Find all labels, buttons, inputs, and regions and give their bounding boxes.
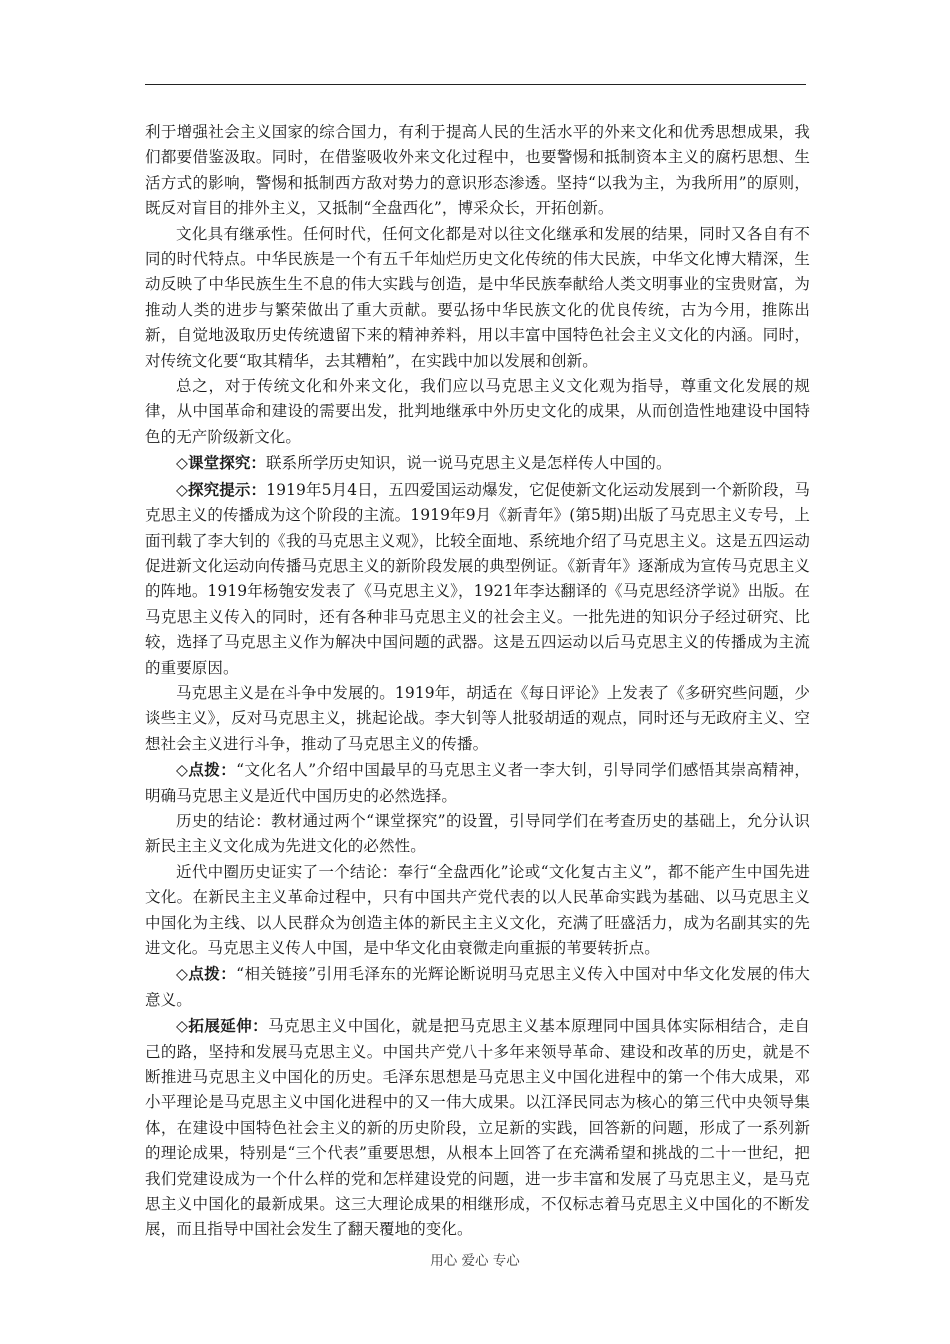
inquiry-hint-paragraph: [145, 477, 810, 681]
paragraph: 历史的结论：教材通过两个“课堂探究”的设置，引导同学们在考查历史的基础上，允分认识新民主主义文化成为先进文化的必然性。: [145, 811, 810, 856]
paragraph: 总之，对于传统文化和外来文化，我们应以马克思主义文化观为指导，尊重文化发展的规律，从中国革命和建设的需要出发，批判地继承中外历史文化的成果，从而创造性地建设中国特色的无产阶级新文化。: [145, 377, 810, 446]
section-marker: ◇点拨：: [176, 964, 237, 984]
section-marker: ◇拓展延伸：: [176, 1016, 269, 1036]
header-rule: [145, 84, 806, 85]
section-marker: ◇点拨：: [176, 760, 237, 780]
pointer-paragraph: [145, 961, 810, 1013]
paragraph-text: “相关链接”引用毛泽东的光辉论断说明马克思主义传入中国对中华文化发展的伟大意义。: [145, 965, 810, 1009]
section-marker: ◇课堂探究：: [176, 453, 267, 473]
paragraph-text: 马克思主义中国化，就是把马克思主义基本原理同中国具体实际相结合，走自己的路，坚持和发展马克思主义。中国共产党八十多年来领导革命、建设和改革的历史，就是不断推进马克思主义中国化的历史。毛泽东思想是马克思主义中国化进程中的第一个伟大成果，邓小平理论是马克思主义中国化进程中的又一伟大成果。以江泽民同志为核心的第三代中央领导集体，在建设中国特色社会主义的新的历史阶段，立足新的实践，回答新的问题，形成了一系列新的理论成果，特别是“三个代表”重要思想，从根本上回答了在充满希望和挑战的二十一世纪，把我们党建设成为一个什么样的党和怎样建设党的问题，进一步丰富和发展了马克思主义，是马克思主义中国化的最新成果。这三大理论成果的相继形成，不仅标志着马克思主义中国化的不断发展，而且指导中国社会发生了翻天覆地的变化。: [145, 1017, 810, 1239]
paragraph: 利于增强社会主义国家的综合国力，有利于提高人民的生活水平的外来文化和优秀思想成果，我们都要借鉴汲取。同时，在借鉴吸收外来文化过程中，也要警惕和抵制资本主义的腐朽思想、生活方式的影响，警惕和抵制西方敌对势力的意识形态渗透。坚持“以我为主，为我所用”的原则，既反对盲目的排外主义，又抵制“全盘西化”，博采众长，开拓创新。: [145, 123, 810, 218]
extension-paragraph: [145, 1013, 810, 1243]
page-footer: 用心 爱心 专心: [430, 1253, 520, 1269]
section-marker: ◇探究提示：: [176, 479, 267, 499]
pointer-paragraph: [145, 757, 810, 809]
paragraph-text: 联系所学历史知识，说一说马克思主义是怎样传人中国的。: [266, 454, 672, 473]
paragraph-text: 1919年5月4日，五四爱国运动爆发，它促使新文化运动发展到一个新阶段，马克思主义的传播成为这个阶段的主流。1919年9月《新青年》(第5期)出版了马克思主义专号，上面刊载了李大钊的《我的马克思主义观》，比较全面地、系统地介绍了马克思主义。这是五四运动促进新文化运动向传播马克思主义的新阶段发展的典型例证。《新青年》逐渐成为宣传马克思主义的阵地。1919年杨匏安发表了《马克思主义》，1921年李达翻译的《马克思经济学说》出版。在马克思主义传入的同时，还有各种非马克思主义的社会主义。一批先进的知识分子经过研究、比较，选择了马克思主义作为解决中国问题的武器。这是五四运动以后马克思主义的传播成为主流的重要原因。: [145, 480, 810, 677]
paragraph: 近代中圈历史证实了一个结论：奉行“全盘西化”论或“文化复古主义”，都不能产生中国先进文化。在新民主主义革命过程中，只有中国共产党代表的以人民革命实践为基础、以马克思主义中国化为主线、以人民群众为创造主体的新民主主义文化，充满了旺盛活力，成为名副其实的先进文化。马克思主义传人中国，是中华文化由衰微走向重振的苇要转折点。: [145, 862, 810, 957]
document-body: [145, 120, 810, 1243]
paragraph-text: “文化名人”介绍中国最早的马克思主义者一李大钊，引导同学们感悟其崇高精神，明确马克思主义是近代中国历史的必然选择。: [145, 761, 810, 805]
paragraph: 马克思主义是在斗争中发展的。1919年，胡适在《每日评论》上发表了《多研究些问题，少谈些主义》，反对马克思主义，挑起论战。李大钊等人批驳胡适的观点，同时还与无政府主义、空想社会主义进行斗争，推动了马克思主义的传播。: [145, 683, 810, 753]
paragraph: 文化具有继承性。任何时代，任何文化都是对以往文化继承和发展的结果，同时又各自有不同的时代特点。中华民族是一个有五千年灿烂历史文化传统的伟大民族，中华文化博大精深，生动反映了中华民族生生不息的伟大实践与创造，是中华民族奉献给人类文明事业的宝贵财富，为推动人类的进步与繁荣做出了重大贡献。要弘扬中华民族文化的优良传统，古为今用，推陈出新，自觉地汲取历史传统遗留下来的精神养料，用以丰富中国特色社会主义文化的内涵。同时，对传统文化要“取其精华，去其糟粕”，在实践中加以发展和创新。: [145, 224, 810, 370]
classroom-inquiry-paragraph: [145, 450, 810, 476]
